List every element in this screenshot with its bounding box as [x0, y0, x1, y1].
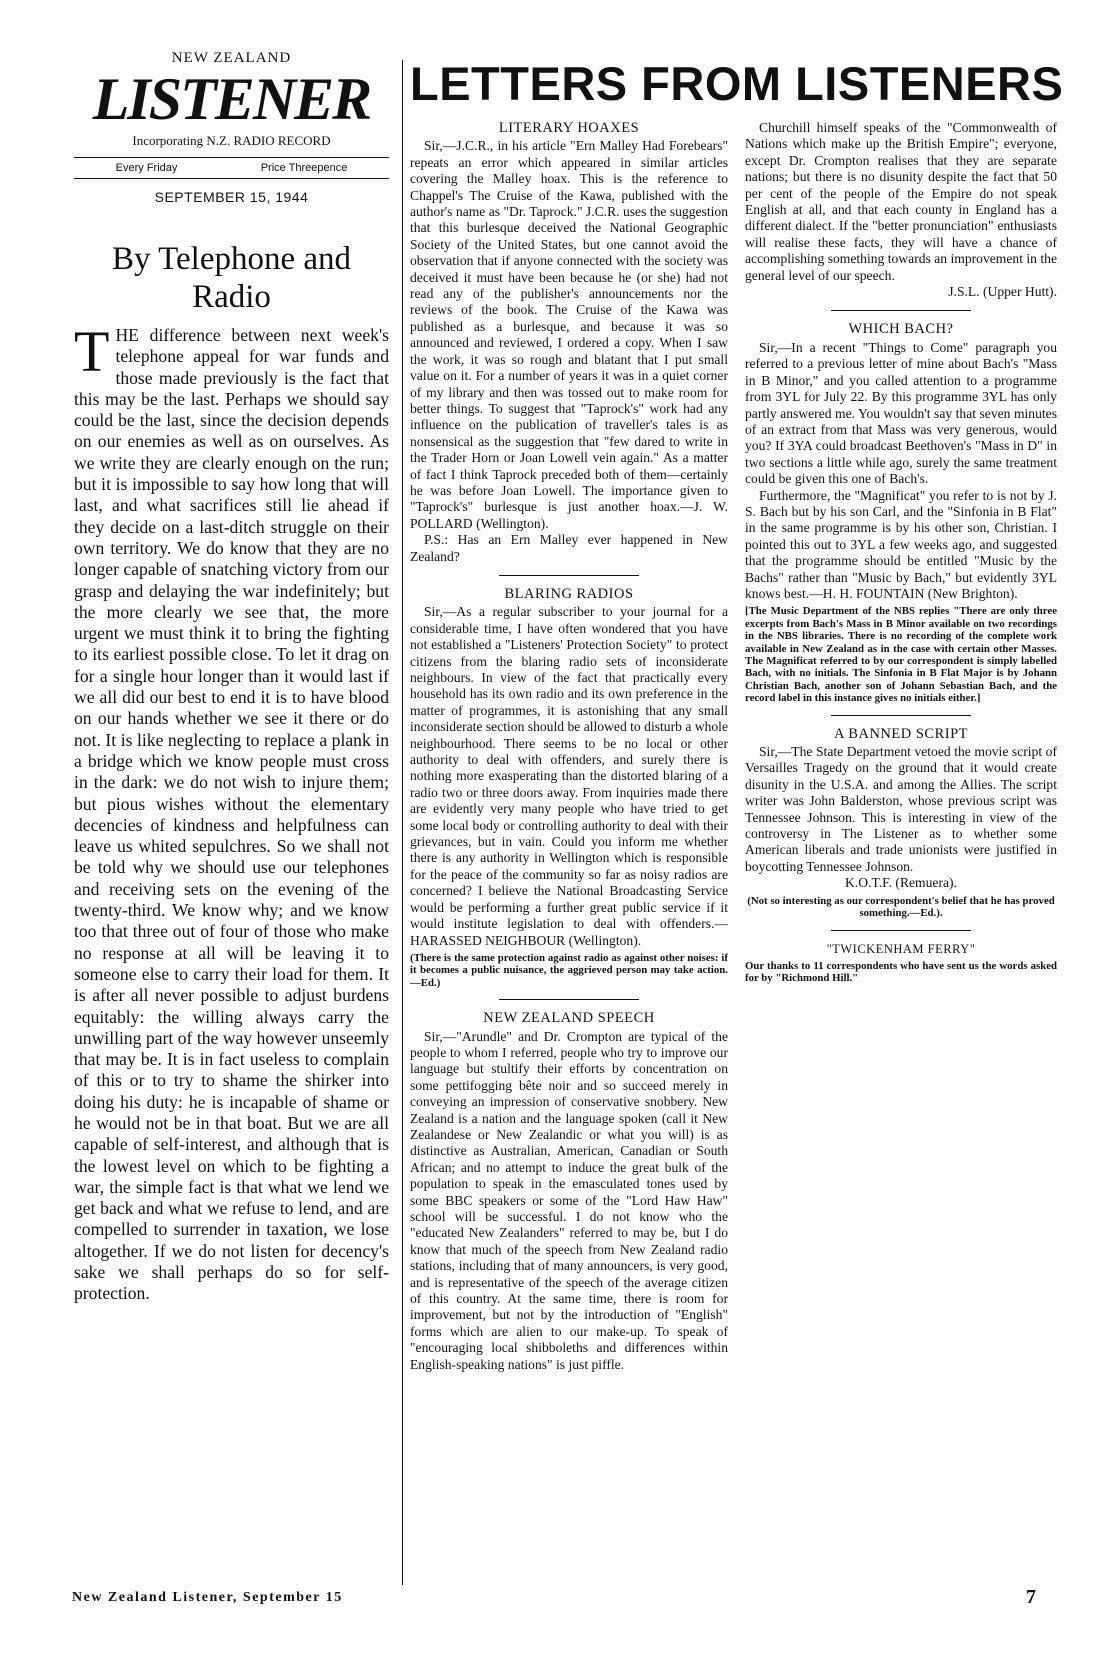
- letter-signature-speech: J.S.L. (Upper Hutt).: [948, 284, 1057, 300]
- letters-banner: LETTERS FROM LISTENERS: [410, 57, 1064, 110]
- section-rule: [831, 715, 971, 716]
- letter-body-radios: Sir,—As a regular subscriber to your journal for a considerable time, I have often wondered that you have not established a "Listeners' Protection Society" to protect citizens from the blaring radio sets of inconsiderate neighbours. In view of the fact that practically every household has its own radio and its own preference in the matter of programmes, it is astonishing that any small inconsiderate section should be allowed to disturb a whole neighbourhood. There seems to be no local or other authority to deal with offenders, and surely there is nothing more exasperating than the distorted blaring of a radio two or three doors away. From inquiries made there are evidently very many people who have tried to get some local body or controlling authority to deal with their grievances, but in vain. Could you inform me whether there is any authority in Wellington which is responsible for the peace of the community so far as noisy radios are concerned? I believe the National Broadcasting Service would be performing a further great public service if it would institute legislation to deal with offenders.—HARASSED NEIGHBOUR (Wellington).: [410, 604, 728, 948]
- letter-body-hoaxes: Sir,—J.C.R., in his article "Ern Malley Had Forebears" repeats an error which appeared in similar articles covering the Malley hoax. This is the reference to Chappel's The Cruise of the Kawa, published with the author's name as "Dr. Taprock." J.C.R. uses the suggestion that this burlesque deceived the National Geographic Society of the United States, but one cannot avoid the observation that if anyone connected with the society was deceived it must have been because he (or she) had not read any of the publisher's announcements nor the reviews of the book. The Cruise of the Kawa was published as a burlesque, and because it was so announced and reviewed, I ordered a copy. When I saw the work, it was so rough and blatant that I put small value on it. For a number of years it was in a quiet corner of my library and then was tossed out to make room for better things. To suggest that "Taprock's" work had any influence on the publication of traveller's tales is as nonsensical as the suggestion that "few dared to write in the Trader Horn or Joan Lowell vein again." As a matter of fact I think Taprock preceded both of them—certainly he was before Joan Lowell. The importance given to "Taprock's" burlesque is just another hoax.—J. W. POLLARD (Wellington).: [410, 138, 728, 531]
- masthead-every-friday: Every Friday: [115, 162, 178, 174]
- column-rule: [402, 60, 403, 1585]
- masthead-date: SEPTEMBER 15, 1944: [154, 189, 309, 205]
- masthead-incorporating: Incorporating N.Z. RADIO RECORD: [132, 133, 331, 148]
- letter-heading-hoaxes: LITERARY HOAXES: [498, 120, 640, 136]
- letter-heading-banned: A BANNED SCRIPT: [834, 725, 968, 742]
- masthead-rule-lower: [74, 178, 389, 179]
- letter-body-banned: Sir,—The State Department vetoed the movie script of Versailles Tragedy on the ground that it would create disunity in the U.S.A. and among the Allies. The script writer was John Balderston, whose previous script was Tennessee Johnson. This is interesting in view of the controversy in The Listener as to whether some American liberals and trade unionists were justified in boycotting Tennessee Johnson.: [745, 744, 1057, 874]
- masthead: [74, 50, 389, 205]
- section-rule: [831, 930, 971, 931]
- letter-body-bach-part-2: Furthermore, the "Magnificat" you refer to is not by J. S. Bach but by his son Carl, and the "Sinfonia in B Flat" in the same programme is by his other son, Christian. I pointed this out to 3YL a few weeks ago, and suggested that the programme should be entitled "Music by the Bachs" rather than "Music by Bach," but evidently 3YL knows best.—H. H. FOUNTAIN (New Brighton).: [745, 487, 1057, 601]
- masthead-meta: [74, 158, 389, 178]
- letter-heading-bach: WHICH BACH?: [848, 321, 954, 338]
- masthead-price: Price Threepence: [260, 162, 348, 174]
- editor-note-bach: [The Music Department of the NBS replies "There are only three excerpts from Bach's Mass in B Minor available on two recordings in the NBS libraries. There is no recording of the complete work available in New Zealand as in the case with certain other Masses. The Magnificat referred to by our correspondent is simply labelled Bach, with no initials. The Sinfonia in B Flat Major is by Johann Christian Bach, another son of Johann Sebastian Bach, and the record label in this instance gives no initials either.]: [745, 605, 1057, 705]
- footer-page-number: 7: [1026, 1586, 1036, 1608]
- editorial-title: By Telephone and Radio: [111, 241, 352, 315]
- editorial-body: [74, 319, 389, 1305]
- editorial-text: HE difference between next week's telephone appeal for war funds and those made previously is the fact that this may be the last. Perhaps we should say could be the last, since the decision depends on our enemies as well as on ourselves. As we write they are clearly enough on the run; but it is impossible to say how long that will last, and what sacrifices still lie ahead if they decide on a last-ditch struggle on their own territory. We do know that they are no longer capable of snatching victory from our grasp and delaying the war indefinitely; but the more clearly we see that, the more urgent we must think it to bring the fighting to its earliest possible close. To let it drag on for a single hour longer than it would last if we all did our best to end it is to have blood on our hands whether we see it there or do not. It is like neglecting to replace a plank in a bridge which we know people must cross in the dark: we do not wish to injure them; but pious wishes without the elementary decencies of kindness and helpfulness can leave us whited sepulchres. So we shall not be told why we should use our telephones and receiving sets on the evening of the twenty-third. We know why; and we know too that three out of four of those who make no response at all will be leaving it to someone else to carry their load for them. It is after all never possible to adjust burdens equitably: the willing always carry the unwilling part of the way however unseemly that may be. It is in fact useless to complain of this or to try to shame the shirker into doing his duty: he is incapable of shame or he would not be in that boat. But we are all capable of self-interest, and although that is the lowest level on which to be fighting a war, the simple fact is that what we lend we get back and what we refuse to lend, and are compelled to surrender in taxation, we lose altogether. If we do not listen for decency's sake we shall perhaps do so for self-protection.: [74, 325, 389, 1304]
- editor-note-ferry: Our thanks to 11 correspondents who have sent us the words asked for by "Richmond Hill.": [745, 959, 1057, 985]
- section-rule: [499, 575, 639, 576]
- letter-heading-radios: BLARING RADIOS: [504, 585, 634, 602]
- section-rule: [831, 310, 971, 311]
- letter-heading-speech: NEW ZEALAND SPEECH: [483, 1010, 655, 1027]
- letters-column-2: [745, 120, 1057, 985]
- editor-note-radios: (There is the same protection against radio as against other noises: if it becomes a public nuisance, the aggrieved person may take action.—Ed.): [410, 951, 728, 989]
- letter-body-bach-part-1: Sir,—In a recent "Things to Come" paragraph you referred to a previous letter of mine about Bach's "Mass in B Minor," and you called attention to a programme from 3YL for July 22. By this programme 3YL has only partly answered me. You wouldn't say that seven minutes of an extract from that Mass was very generous, would you? If 3YA could broadcast Beethoven's "Mass in D" in two sections a little while ago, surely the same treatment could be given this one of Bach's.: [745, 339, 1057, 487]
- letter-signature-banned: K.O.T.F. (Remuera).: [845, 875, 957, 891]
- letter-body-speech-part-1: Sir,—"Arundle" and Dr. Crompton are typical of the people to whom I referred, people who try to improve our language but stultify their efforts by concentration on some pettifogging bête noir and so succeed merely in conveying an impression of conservative snobbery. New Zealand is a nation and the language spoken (call it New Zealandese or New Zealandic or what you will) is as distinctive as Australian, American, Canadian or South African; and no attempt to induce the great bulk of the population to speak in the emasculated tones used by some BBC speakers or some of the "Lord Haw Haw" school will be successful. I do not know who the "educated New Zealanders" referred to may be, but I do know that much of the speech from New Zealand radio stations, including that of many announcers, is very good, and is representative of the speech of the average citizen of this country. At the same time, there is room for improvement, but not by the introduction of "English" forms which are alien to our make-up. To speak of "encouraging local shibboleths and differences within English-speaking nations" is just piffle.: [410, 1028, 728, 1372]
- editorial-dropcap: T: [74, 319, 110, 384]
- masthead-logo: LISTENER: [92, 66, 371, 132]
- letter-heading-ferry: "TWICKENHAM FERRY": [826, 941, 976, 956]
- letter-ps-hoaxes: P.S.: Has an Ern Malley ever happened in New Zealand?: [410, 532, 728, 564]
- masthead-new-zealand: NEW ZEALAND: [171, 50, 292, 66]
- editor-note-banned: (Not so interesting as our correspondent's belief that he has proved something.—Ed.).: [747, 894, 1055, 920]
- footer-publication-line: New Zealand Listener, September 15: [72, 1590, 343, 1605]
- letter-body-speech-part-2: Churchill himself speaks of the "Commonwealth of Nations which make up the British Empire"; everyone, except Dr. Crompton realises that they are separate nations; but there is no disunity despite the fact that 50 per cent of the people of the Empire do not speak English at all, and that each county in England has a different dialect. If the "better pronunciation" enthusiasts will realise these facts, they will have a chance of accomplishing something towards an improvement in the general level of our speech.: [745, 120, 1057, 283]
- section-rule: [499, 999, 639, 1000]
- letters-column-1: [410, 120, 728, 1373]
